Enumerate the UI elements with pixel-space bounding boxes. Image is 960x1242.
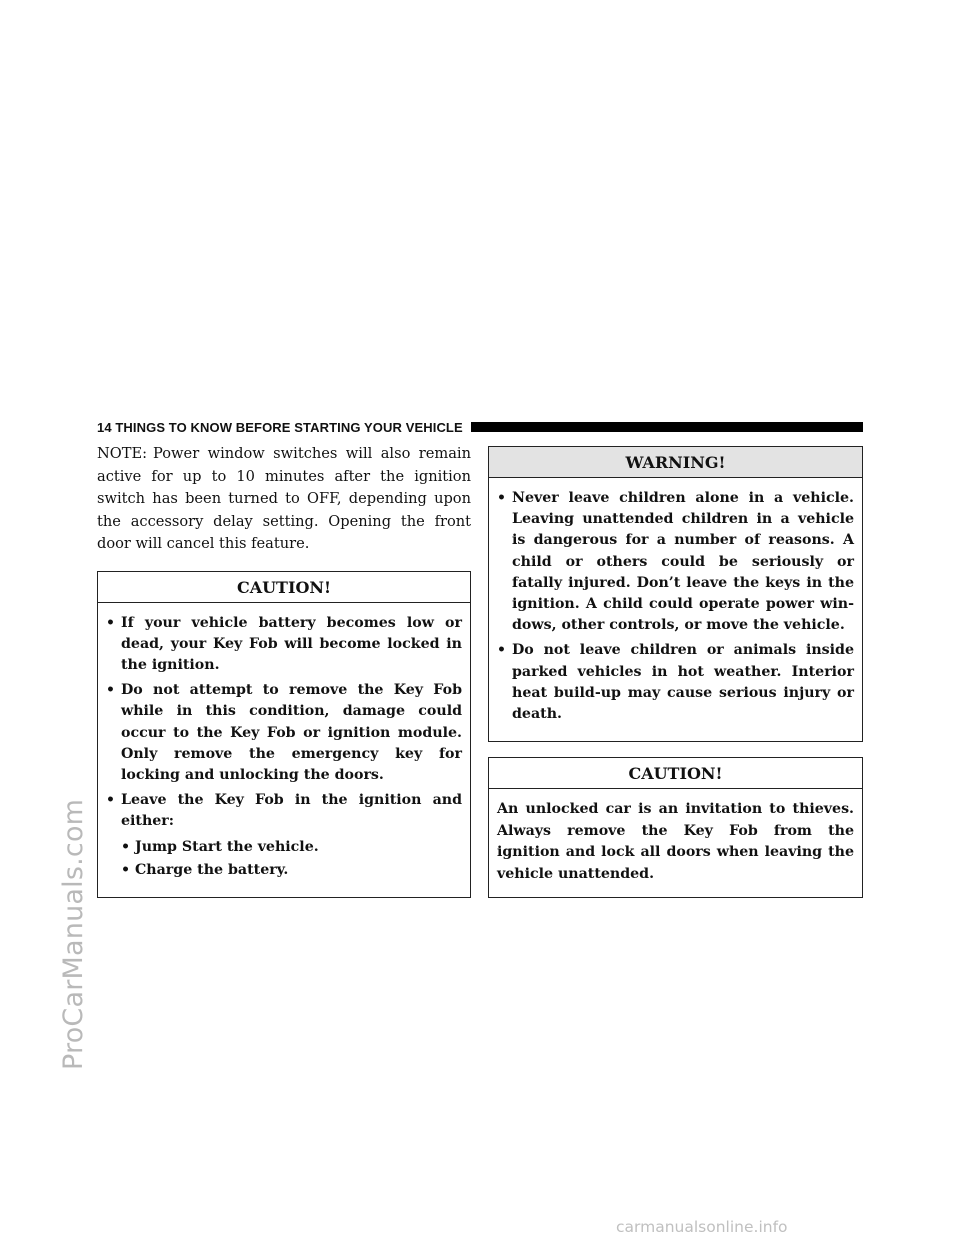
header-rule [471,422,863,432]
right-column [488,446,863,898]
warning-item-2: • Do not leave children or animals inside parked vehicles in hot weather. Interior heat build-up may cause serious injury or death. [497,640,854,725]
note-text: Power window switches will also remain active for up to 10 minutes after the ignition switch has been turned to OFF, depending upon the accessory delay setting. Opening the front door will cancel this feature. [97,445,471,552]
caution-item-3 [106,790,462,881]
warning-title: WARNING! [489,447,862,478]
caution-subitem-1: • Jump Start the vehicle. [121,837,462,858]
caution-subitem-2: • Charge the battery. [121,860,462,881]
side-watermark: ProCarManuals.com [58,798,89,1070]
caution-item-3-text: Leave the Key Fob in the ignition and either: [121,792,462,830]
page-header-text: 14 THINGS TO KNOW BEFORE STARTING YOUR VEHICLE [97,419,463,435]
warning-body [489,478,862,741]
note-paragraph [97,443,471,556]
caution-sublist [121,837,462,881]
caution-list-left [106,613,462,881]
caution-body-left [98,603,470,897]
caution-box-right [488,757,863,898]
caution-text-right: An unlocked car is an invitation to thieves. Always remove the Key Fob from the ignition and lock all doors when leaving the vehicle unattended. [497,801,854,882]
caution-title-left: CAUTION! [98,572,470,603]
bottom-watermark: carmanualsonline.info [616,1218,788,1236]
warning-list [497,488,854,725]
warning-box [488,446,863,742]
left-column [97,443,471,898]
caution-item-1: • If your vehicle battery becomes low or dead, your Key Fob will become locked in the ignition. [106,613,462,677]
caution-title-right: CAUTION! [489,758,862,789]
page-header [97,417,863,437]
note-label: NOTE: [97,445,148,462]
caution-body-right [489,789,862,897]
caution-box-left [97,571,471,898]
caution-item-2: • Do not attempt to remove the Key Fob while in this condition, damage could occur to the Key Fob or ignition module. Only remove the emergency key for locking and unlocking the doors. [106,680,462,786]
warning-item-1: • Never leave children alone in a vehicle. Leaving unattended children in a vehicle is dangerous for a number of reasons. A child or others could be seriously or fatally injured. Don’t leave the keys in the ignition. A child could operate power windows, other controls, or move the vehicle. [497,488,854,636]
